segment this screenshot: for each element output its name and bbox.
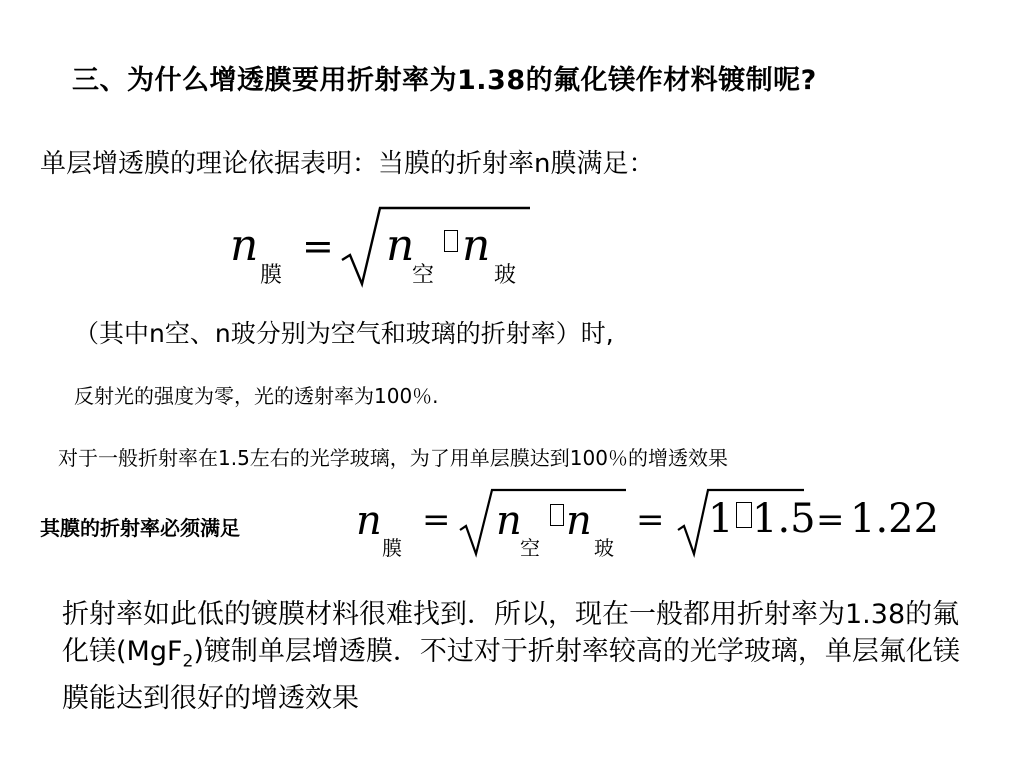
subscript-bo: 玻 (594, 536, 614, 560)
slide-title: 三、为什么增透膜要用折射率为1.38的氟化镁作材料镀制呢? (72, 65, 817, 96)
note-glass-index: 对于一般折射率在1.5左右的光学玻璃，为了用单层膜达到100％的增透效果 (58, 446, 728, 470)
n-symbol: n (230, 220, 259, 271)
n-symbol: n (386, 220, 415, 271)
equals-sign: = (636, 500, 665, 540)
subscript-bo: 玻 (494, 263, 517, 288)
formula-film-index (230, 200, 550, 300)
number-one-point-five: 1.5 (752, 496, 816, 542)
condition-label: 其膜的折射率必须满足 (40, 516, 240, 540)
multiply-placeholder-box (550, 504, 564, 526)
conclusion-paragraph (62, 596, 962, 717)
paragraph-part-1: 折射率如此低的镀膜材料很难找到．所以，现在一般都用折射率为1.38的氟化镁(MgF (62, 599, 960, 667)
n-symbol: n (566, 498, 592, 544)
subscript-kong: 空 (520, 536, 540, 560)
note-refractive-indices: （其中n空、n玻分别为空气和玻璃的折射率）时, (74, 319, 614, 348)
n-symbol: n (356, 498, 382, 544)
n-symbol: n (496, 498, 522, 544)
subscript-mo: 膜 (382, 536, 402, 560)
equals-sign: = (302, 224, 334, 268)
result-value: 1.22 (850, 496, 940, 542)
note-reflection-zero: 反射光的强度为零，光的透射率为100％. (74, 384, 439, 408)
number-one: 1 (708, 496, 734, 542)
subscript-mo: 膜 (260, 263, 283, 288)
multiply-placeholder-box (444, 230, 458, 252)
n-symbol: n (462, 220, 491, 271)
equals-sign: = (422, 500, 451, 540)
equals-sign: = (816, 500, 845, 540)
intro-text: 单层增透膜的理论依据表明：当膜的折射率n膜满足： (40, 149, 655, 179)
formula-film-index-value (356, 482, 956, 566)
paragraph-part-2: )镀制单层增透膜．不过对于折射率较高的光学玻璃，单层氟化镁膜能达到很好的增透效果 (62, 636, 960, 715)
multiply-placeholder-box (736, 502, 752, 528)
subscript-kong: 空 (412, 263, 435, 288)
subscript-two: 2 (182, 651, 194, 672)
